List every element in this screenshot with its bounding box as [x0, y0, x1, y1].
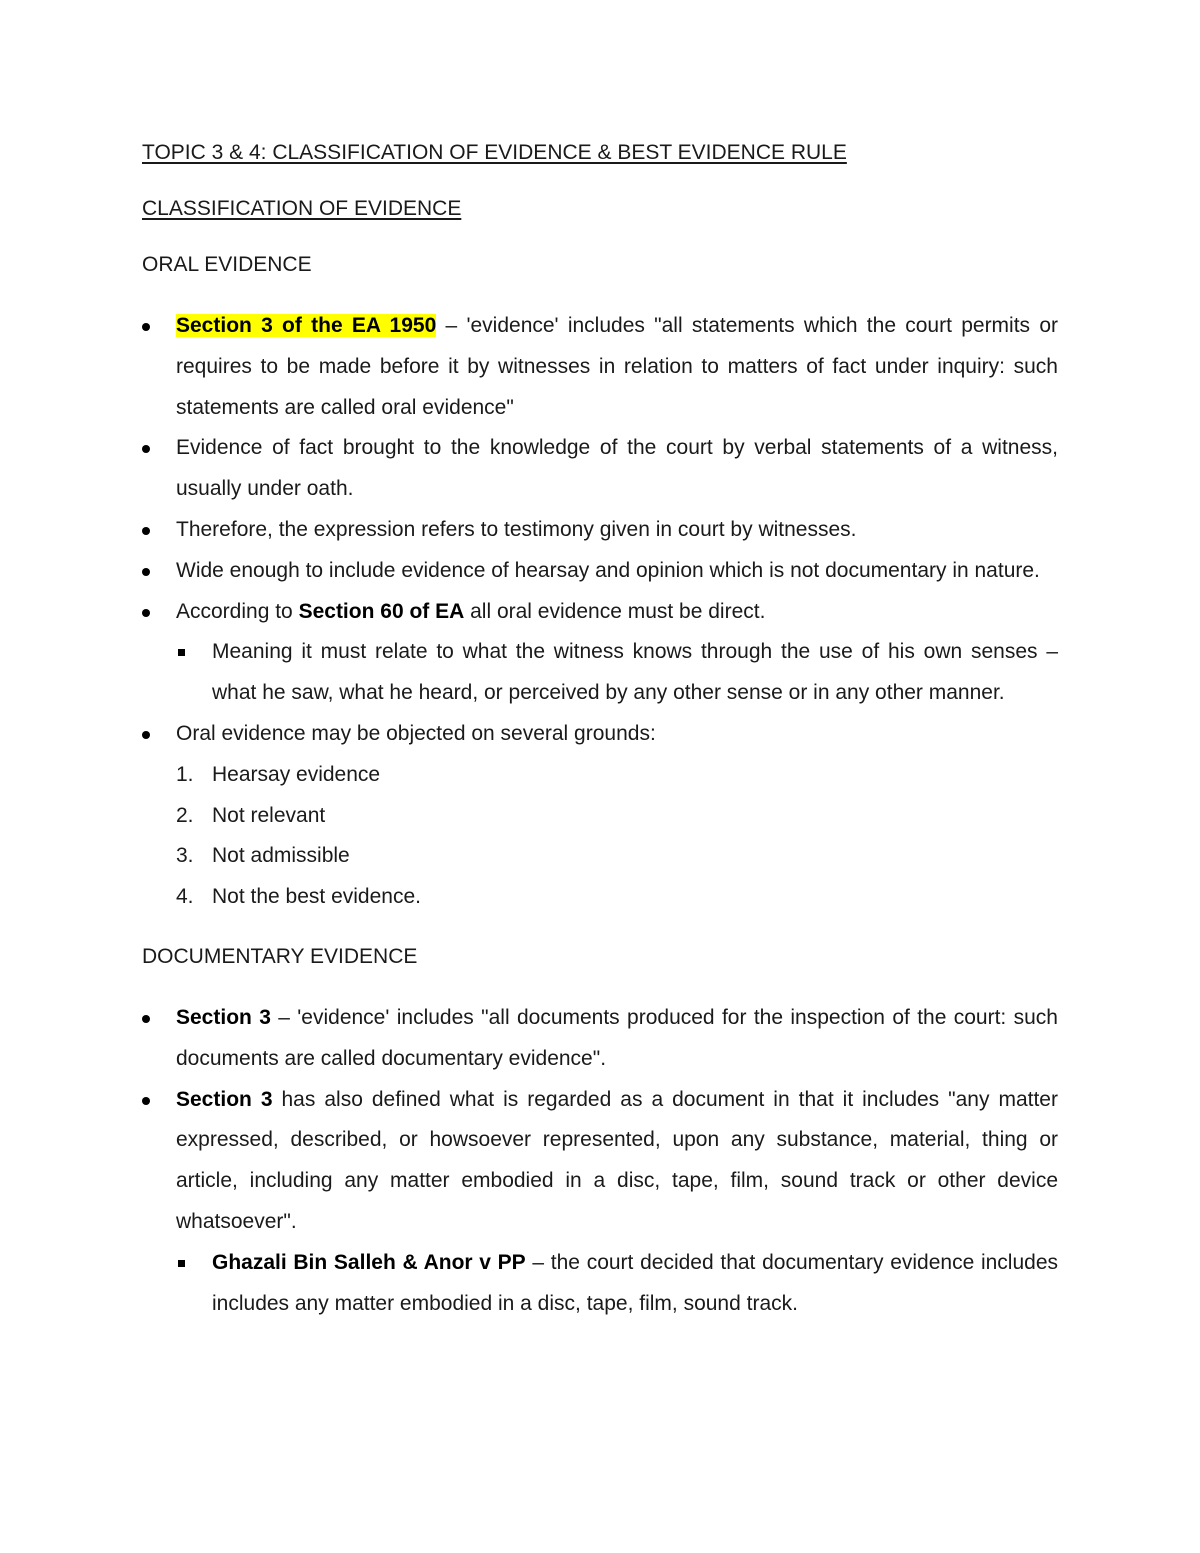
item-text: Not relevant [212, 803, 326, 827]
list-item [142, 592, 1058, 633]
bold-citation: Section 3 [176, 1005, 271, 1029]
square-bullet-icon [178, 649, 185, 656]
item-text: – 'evidence' includes "all statements which the court permits or requires to be made before it by witnesses in relation to matters of fact under inquiry: such statements are called oral evidence" [176, 314, 1058, 419]
numbered-item [142, 877, 1058, 918]
bullet-icon [142, 1097, 150, 1105]
section-heading-documentary-evidence: DOCUMENTARY EVIDENCE [142, 944, 418, 968]
item-number: 3. [176, 844, 194, 868]
item-text: Meaning it must relate to what the witness knows through the use of his own senses – what he saw, what he heard, or perceived by any other sense or in any other manner. [212, 640, 1058, 705]
bullet-icon [142, 323, 150, 331]
item-text: – 'evidence' includes "all documents produced for the inspection of the court: such documents are called documentary evidence". [176, 1005, 1058, 1070]
item-text: all oral evidence must be direct. [464, 599, 766, 623]
item-text: Evidence of fact brought to the knowledge of the court by verbal statements of a witness, usually under oath. [176, 436, 1058, 501]
grounds-list [142, 755, 1058, 918]
item-number: 2. [176, 803, 194, 827]
list-item [142, 714, 1058, 755]
numbered-item [142, 836, 1058, 877]
item-number: 1. [176, 762, 194, 786]
item-text: Oral evidence may be objected on several grounds: [176, 721, 656, 745]
sub-list-item [142, 1243, 1058, 1325]
list-item [142, 306, 1058, 428]
bold-citation: Section 60 of EA [298, 599, 465, 623]
square-bullet-icon [178, 1260, 185, 1267]
item-number: 4. [176, 885, 194, 909]
bullet-icon [142, 445, 150, 453]
section-heading-classification: CLASSIFICATION OF EVIDENCE [142, 197, 462, 220]
sub-list-item [142, 632, 1058, 714]
item-text: Therefore, the expression refers to testimony given in court by witnesses. [176, 517, 857, 541]
case-name: Ghazali Bin Salleh & Anor v PP [212, 1250, 526, 1274]
section-heading-oral-evidence: ORAL EVIDENCE [142, 253, 312, 276]
item-text: Not admissible [212, 844, 350, 868]
list-item [142, 1080, 1058, 1243]
bullet-icon [142, 1015, 150, 1023]
bullet-icon [142, 731, 150, 739]
highlighted-citation: Section 3 of the EA 1950 [176, 314, 437, 337]
documentary-evidence-list [142, 998, 1058, 1324]
list-item [142, 551, 1058, 592]
item-text: Hearsay evidence [212, 762, 381, 786]
list-item [142, 998, 1058, 1080]
bullet-icon [142, 568, 150, 576]
item-text: – the court decided that documentary evidence includes includes any matter embodied in a disc, tape, film, sound track. [212, 1250, 1059, 1315]
item-text: Wide enough to include evidence of hearsay and opinion which is not documentary in nature. [176, 558, 1040, 582]
item-text: According to [176, 599, 299, 623]
numbered-item [142, 796, 1058, 837]
bullet-icon [142, 527, 150, 535]
document-title: TOPIC 3 & 4: CLASSIFICATION OF EVIDENCE & BEST EVIDENCE RULE [142, 141, 847, 164]
numbered-item [142, 755, 1058, 796]
oral-evidence-list [142, 306, 1058, 755]
bullet-icon [142, 609, 150, 617]
list-item [142, 510, 1058, 551]
item-text: has also defined what is regarded as a document in that it includes "any matter expressed, described, or howsoever represented, upon any substance, material, thing or article, including any matter embodied in a disc, tape, film, sound track or other device whatsoever". [176, 1087, 1058, 1233]
list-item [142, 428, 1058, 510]
document-body [142, 138, 1058, 1324]
item-text: Not the best evidence. [212, 885, 421, 909]
bold-citation: Section 3 [176, 1087, 273, 1111]
